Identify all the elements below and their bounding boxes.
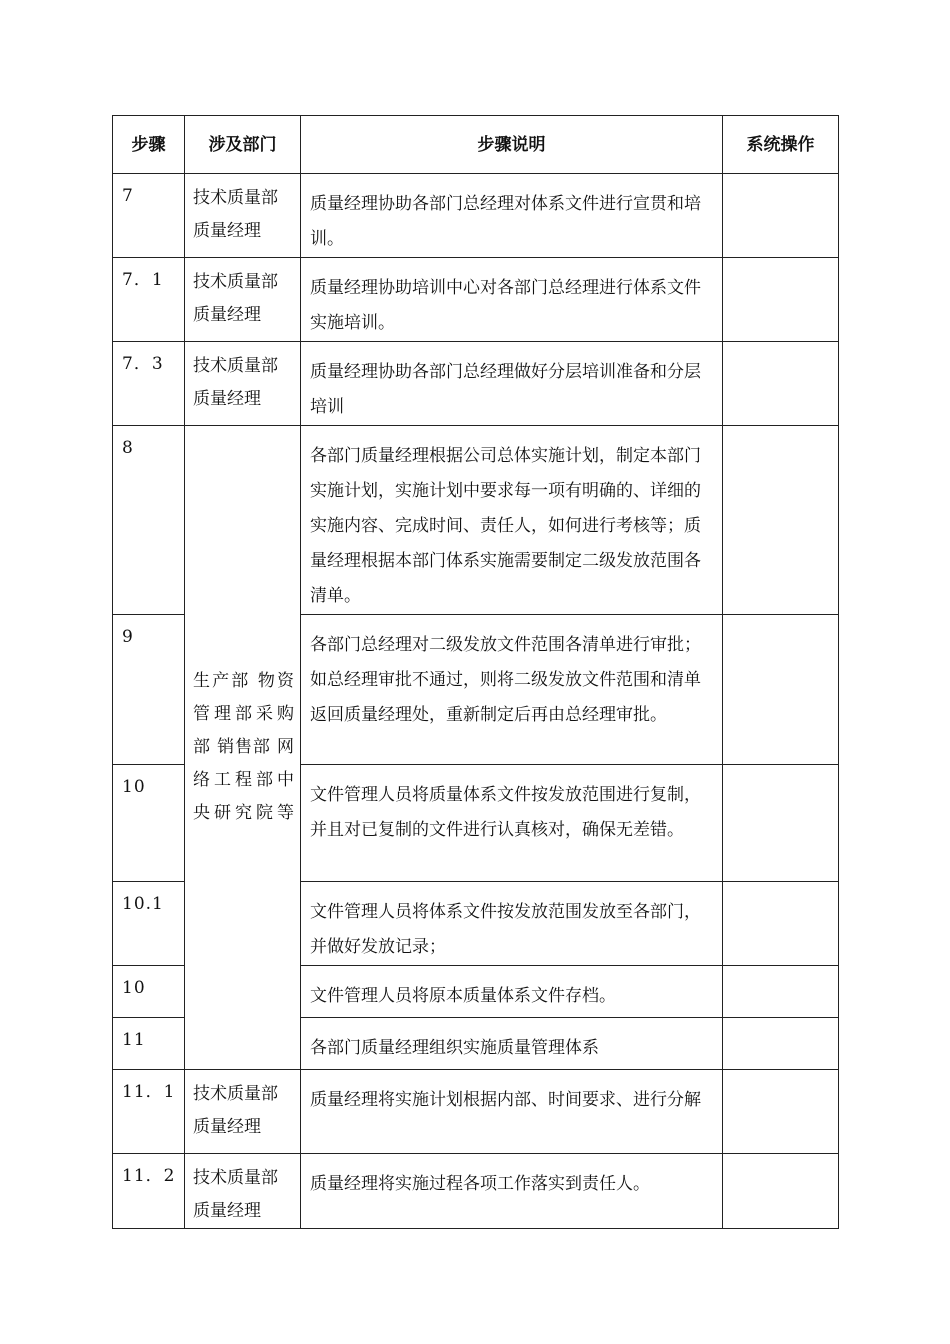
desc-cell: 质量经理协助各部门总经理做好分层培训准备和分层培训 — [301, 342, 723, 426]
step-cell: 10 — [113, 765, 185, 882]
dept-cell: 技术质量部质量经理 — [185, 258, 301, 342]
step-cell: 9 — [113, 615, 185, 765]
step-cell: 11．1 — [113, 1070, 185, 1154]
desc-cell: 质量经理协助各部门总经理对体系文件进行宣贯和培训。 — [301, 174, 723, 258]
dept-cell: 技术质量部质量经理 — [185, 174, 301, 258]
table-row — [113, 174, 839, 258]
op-cell — [723, 258, 839, 342]
header-dept: 涉及部门 — [185, 116, 301, 174]
desc-cell: 质量经理将实施过程各项工作落实到责任人。 — [301, 1154, 723, 1229]
desc-cell: 各部门总经理对二级发放文件范围各清单进行审批；如总经理审批不通过，则将二级发放文件范围和清单返回质量经理处，重新制定后再由总经理审批。 — [301, 615, 723, 765]
header-step: 步骤 — [113, 116, 185, 174]
op-cell — [723, 342, 839, 426]
desc-cell: 质量经理协助培训中心对各部门总经理进行体系文件实施培训。 — [301, 258, 723, 342]
op-cell — [723, 615, 839, 765]
op-cell — [723, 966, 839, 1018]
step-cell: 7．3 — [113, 342, 185, 426]
step-cell: 11 — [113, 1018, 185, 1070]
op-cell — [723, 426, 839, 615]
op-cell — [723, 882, 839, 966]
step-cell: 10 — [113, 966, 185, 1018]
header-op: 系统操作 — [723, 116, 839, 174]
dept-cell: 技术质量部质量经理 — [185, 1154, 301, 1229]
dept-cell: 技术质量部质量经理 — [185, 342, 301, 426]
table-row — [113, 342, 839, 426]
procedure-table — [112, 115, 839, 1229]
merged-dept-cell: 生产部 物资管理部采购部 销售部 网络工程部中央研究院等 — [185, 426, 301, 1070]
desc-cell: 各部门质量经理组织实施质量管理体系 — [301, 1018, 723, 1070]
table-header-row — [113, 116, 839, 174]
table-row — [113, 1070, 839, 1154]
step-cell: 10.1 — [113, 882, 185, 966]
op-cell — [723, 174, 839, 258]
op-cell — [723, 1154, 839, 1229]
step-cell: 7 — [113, 174, 185, 258]
op-cell — [723, 765, 839, 882]
desc-cell: 各部门质量经理根据公司总体实施计划，制定本部门实施计划，实施计划中要求每一项有明确的、详细的实施内容、完成时间、责任人，如何进行考核等；质量经理根据本部门体系实施需要制定二级发放范围各清单。 — [301, 426, 723, 615]
op-cell — [723, 1070, 839, 1154]
step-cell: 8 — [113, 426, 185, 615]
table-row — [113, 1154, 839, 1229]
dept-cell: 技术质量部质量经理 — [185, 1070, 301, 1154]
op-cell — [723, 1018, 839, 1070]
step-cell: 11．2 — [113, 1154, 185, 1229]
desc-cell: 文件管理人员将原本质量体系文件存档。 — [301, 966, 723, 1018]
table-row — [113, 426, 839, 615]
table-row — [113, 258, 839, 342]
desc-cell: 文件管理人员将质量体系文件按发放范围进行复制，并且对已复制的文件进行认真核对，确保无差错。 — [301, 765, 723, 882]
step-cell: 7．1 — [113, 258, 185, 342]
desc-cell: 文件管理人员将体系文件按发放范围发放至各部门，并做好发放记录； — [301, 882, 723, 966]
header-desc: 步骤说明 — [301, 116, 723, 174]
desc-cell: 质量经理将实施计划根据内部、时间要求、进行分解 — [301, 1070, 723, 1154]
